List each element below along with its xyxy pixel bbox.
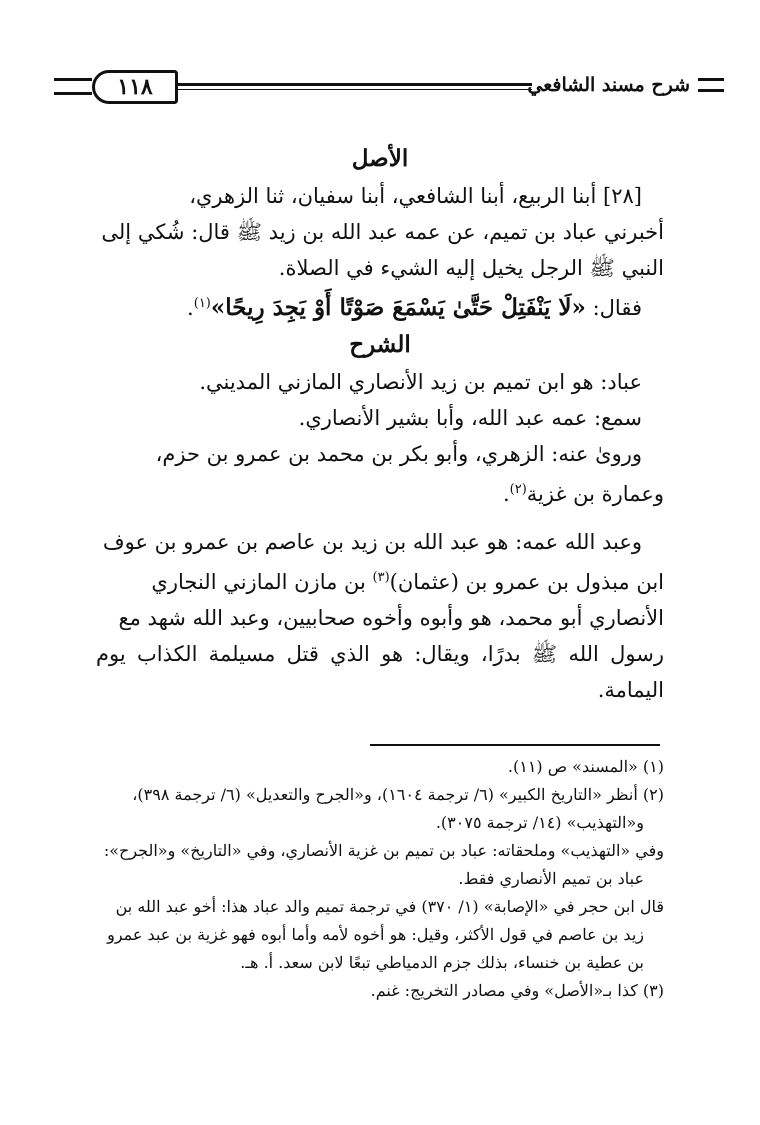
footnote-ref-2: (٢) xyxy=(509,482,527,497)
footnote-2-line-3: وفي «التهذيب» وملحقاته: عباد بن تميم بن غزية الأنصاري، وفي «التاريخ» و«الجرح»: xyxy=(103,841,664,860)
sharh-para-4-line-2a: ابن مبذول بن عمرو بن (عثمان) xyxy=(389,570,664,594)
asl-line-1: [٢٨] أبنا الربيع، أبنا الشافعي، أبنا سفيان، ثنا الزهري، xyxy=(189,184,642,208)
paragraph-gap xyxy=(96,512,664,524)
sharh-para-3b-text: وعمارة بن غزية xyxy=(526,482,664,506)
asl-line-3: النبي ﷺ الرجل يخيل إليه الشيء في الصلاة. xyxy=(278,256,664,280)
header-double-dash xyxy=(698,78,724,92)
footnotes xyxy=(96,753,664,1005)
main-text xyxy=(96,140,664,708)
asl-line-2: أخبرني عباد بن تميم، عن عمه عبد الله بن زيد ﷺ قال: شُكي إلى xyxy=(101,220,664,244)
sharh-heading: الشرح xyxy=(349,331,411,358)
page-header xyxy=(90,70,690,110)
footnote-2-line-7: بن عطية بن خنساء، بذلك جزم الدمياطي تبعًا لابن سعد. أ. هـ. xyxy=(240,953,644,972)
page-number-badge xyxy=(92,70,178,104)
footnote-2-line-5: قال ابن حجر في «الإصابة» (١/ ٣٧٠) في ترجمة تميم والد عباد هذا: أخو عبد الله بن xyxy=(115,897,664,916)
sharh-para-3b-end: . xyxy=(502,482,510,506)
sharh-para-3a: ورویٰ عنه: الزهري، وأبو بكر بن محمد بن عمرو بن حزم، xyxy=(155,442,642,466)
hadith-text: «لَا يَنْفَتِلْ حَتَّىٰ يَسْمَعَ صَوْتًا أَوْ يَجِدَ رِيحًا» xyxy=(210,294,586,321)
asl-line-4-prefix: فقال: xyxy=(585,296,642,320)
sharh-para-3b xyxy=(96,472,664,512)
footnote-separator xyxy=(370,744,660,746)
footnote-1: (١) «المسند» ص (١١). xyxy=(507,757,664,776)
sharh-para-4-line-1: وعبد الله عمه: هو عبد الله بن زيد بن عاصم بن عمرو بن عوف xyxy=(102,530,642,554)
header-rule xyxy=(176,83,532,90)
asl-line-4-end: . xyxy=(187,296,194,320)
footnote-2-line-4: عباد بن تميم الأنصاري فقط. xyxy=(458,869,644,888)
footnote-2-line-6: زيد بن عاصم في قول الأكثر، وقيل: هو أخوه لأمه وأما أبوه فهو غزية بن عبد عمرو xyxy=(107,925,644,944)
footnote-3: (٣) كذا بـ«الأصل» وفي مصادر التخريج: غنم. xyxy=(370,981,664,1000)
running-title: شرح مسند الشافعي xyxy=(527,74,690,96)
asl-heading: الأصل xyxy=(351,145,409,172)
footnote-2-line-2: و«التهذيب» (١٤/ ترجمة ٣٠٧٥). xyxy=(435,813,644,832)
page-number: ١١٨ xyxy=(117,74,153,100)
sharh-para-4-line-2 xyxy=(96,560,664,600)
footnote-ref-1: (١) xyxy=(193,296,211,311)
footnote-2-line-1: (٢) أنظر «التاريخ الكبير» (٦/ ترجمة ١٦٠٤)، و«الجرح والتعديل» (٦/ ترجمة ٣٩٨)، xyxy=(132,785,664,804)
sharh-para-2: سمع: عمه عبد الله، وأبا بشير الأنصاري. xyxy=(298,406,642,430)
sharh-para-4-line-4: رسول الله ﷺ بدرًا، ويقال: هو الذي قتل مسيلمة الكذاب يوم اليمامة. xyxy=(96,642,664,702)
badge-arrow-lines xyxy=(54,78,92,95)
asl-line-4 xyxy=(96,286,664,326)
sharh-para-4-line-3: الأنصاري أبو محمد، هو وأبوه وأخوه صحابيين، وعبد الله شهد مع xyxy=(118,606,664,630)
footnote-ref-3: (٣) xyxy=(372,570,390,585)
sharh-para-4-line-2b: بن مازن المازني النجاري xyxy=(151,570,373,594)
sharh-para-1: عباد: هو ابن تميم بن زيد الأنصاري المازني المديني. xyxy=(199,370,642,394)
